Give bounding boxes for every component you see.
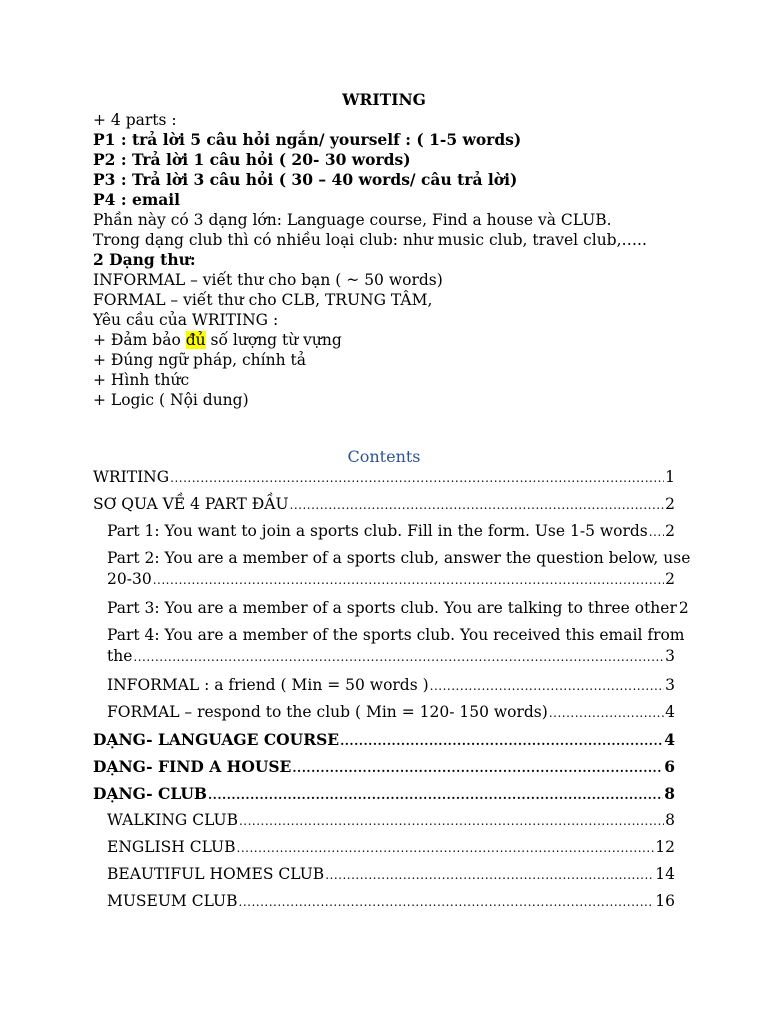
- toc-leader-dots: [430, 675, 664, 697]
- toc-entry-text: Part 2: You are a member of a sports club, answer the question below, use: [107, 549, 691, 567]
- contents-heading: Contents: [347, 447, 421, 466]
- intro-line: + Logic ( Nội dung): [93, 391, 249, 409]
- toc-entry[interactable]: [93, 702, 675, 724]
- toc-page-number: 1: [665, 468, 675, 486]
- toc-entry[interactable]: [93, 837, 675, 859]
- toc-entry-text: BEAUTIFUL HOMES CLUB: [107, 865, 325, 883]
- toc-page-number: 8: [664, 784, 675, 803]
- toc-entry-text: WRITING: [93, 468, 170, 486]
- toc-leader-dots: [549, 702, 664, 724]
- toc-leader-dots: [340, 729, 663, 752]
- toc-page-number: 2: [665, 522, 675, 540]
- toc-page-number: 12: [655, 838, 675, 856]
- toc-leader-dots: [153, 569, 664, 591]
- toc-page-number: 3: [665, 676, 675, 694]
- intro-line: + Hình thức: [93, 371, 190, 389]
- toc-entry[interactable]: [93, 756, 675, 779]
- intro-line-highlighted: [93, 330, 693, 350]
- text-before: + Đảm bảo: [93, 331, 186, 349]
- toc-entry[interactable]: [93, 625, 685, 668]
- toc-leader-dots: [290, 494, 665, 516]
- intro-line: + Đúng ngữ pháp, chính tả: [93, 351, 306, 369]
- intro-line: Yêu cầu của WRITING :: [93, 311, 279, 329]
- toc-page-number: 16: [655, 892, 675, 910]
- toc-page-number: 14: [655, 865, 675, 883]
- toc-entry-text: ENGLISH CLUB: [107, 838, 236, 856]
- toc-page-number: 2: [665, 570, 675, 588]
- toc-entry[interactable]: [93, 548, 691, 591]
- toc-leader-dots: [170, 467, 664, 489]
- toc-page-number: 6: [664, 757, 675, 776]
- highlighted-word: đủ: [185, 331, 206, 349]
- toc-entry[interactable]: [93, 598, 689, 620]
- intro-line: 2 Dạng thư:: [93, 250, 196, 269]
- toc-entry-text: the: [107, 647, 133, 665]
- intro-line: FORMAL – viết thư cho CLB, TRUNG TÂM,: [93, 291, 433, 309]
- intro-section: [93, 90, 693, 410]
- toc-leader-dots: [133, 646, 664, 668]
- toc-leader-dots: [649, 521, 664, 543]
- toc-entry-text: INFORMAL : a friend ( Min = 50 words ): [107, 676, 429, 694]
- intro-line: P4 : email: [93, 190, 181, 209]
- intro-line: INFORMAL – viết thư cho bạn ( ~ 50 words): [93, 271, 443, 289]
- toc-entry-text: WALKING CLUB: [107, 811, 238, 829]
- toc-page-number: 4: [664, 730, 675, 749]
- intro-line: Phần này có 3 dạng lớn: Language course, Find a house và CLUB.: [93, 211, 612, 229]
- toc-leader-dots: [239, 891, 655, 913]
- toc-page-number: 8: [665, 811, 675, 829]
- toc-page-number: 3: [665, 647, 675, 665]
- intro-line: Trong dạng club thì có nhiều loại club: như music club, travel club,…..: [93, 231, 647, 249]
- toc-entry-text: DẠNG- FIND A HOUSE: [93, 757, 292, 776]
- toc-entry-text: 20-30: [107, 570, 152, 588]
- toc-entry-text: Part 3: You are a member of a sports club. You are talking to three other: [107, 599, 677, 617]
- intro-line: P2 : Trả lời 1 câu hỏi ( 20- 30 words): [93, 150, 411, 169]
- toc-page-number: 4: [665, 703, 675, 721]
- toc-entry-text: FORMAL – respond to the club ( Min = 120- 150 words): [107, 703, 548, 721]
- toc-entry-text: DẠNG- CLUB: [93, 784, 207, 803]
- toc-leader-dots: [325, 864, 654, 886]
- toc-entry[interactable]: [93, 729, 675, 752]
- toc-leader-dots: [208, 783, 663, 806]
- intro-line: P1 : trả lời 5 câu hỏi ngắn/ yourself : ( 1-5 words): [93, 130, 522, 149]
- toc-page-number: 2: [665, 495, 675, 513]
- toc-entry[interactable]: [93, 891, 675, 913]
- toc-entry[interactable]: [93, 494, 675, 516]
- text-after: số lượng từ vựng: [205, 331, 342, 349]
- toc-leader-dots: [292, 756, 663, 779]
- intro-line: + 4 parts :: [93, 111, 177, 129]
- toc-entry-text: DẠNG- LANGUAGE COURSE: [93, 730, 340, 749]
- toc-entry[interactable]: [93, 467, 675, 489]
- page-title: WRITING: [342, 90, 426, 109]
- toc-entry-text: Part 4: You are a member of the sports club. You received this email from: [107, 626, 685, 644]
- toc-entry-text: MUSEUM CLUB: [107, 892, 238, 910]
- toc-entry[interactable]: [93, 675, 675, 697]
- intro-line: P3 : Trả lời 3 câu hỏi ( 30 – 40 words/ câu trả lời): [93, 170, 518, 189]
- toc-entry[interactable]: [93, 783, 675, 806]
- toc-page-number: 2: [678, 599, 689, 617]
- toc-entry[interactable]: [93, 521, 675, 543]
- toc-leader-dots: [237, 837, 655, 859]
- toc-entry-text: Part 1: You want to join a sports club. Fill in the form. Use 1-5 words: [107, 522, 648, 540]
- toc-entry[interactable]: [93, 864, 675, 886]
- toc-leader-dots: [239, 810, 664, 832]
- toc-entry[interactable]: [93, 810, 675, 832]
- toc-entry-text: SƠ QUA VỀ 4 PART ĐẦU: [93, 495, 289, 513]
